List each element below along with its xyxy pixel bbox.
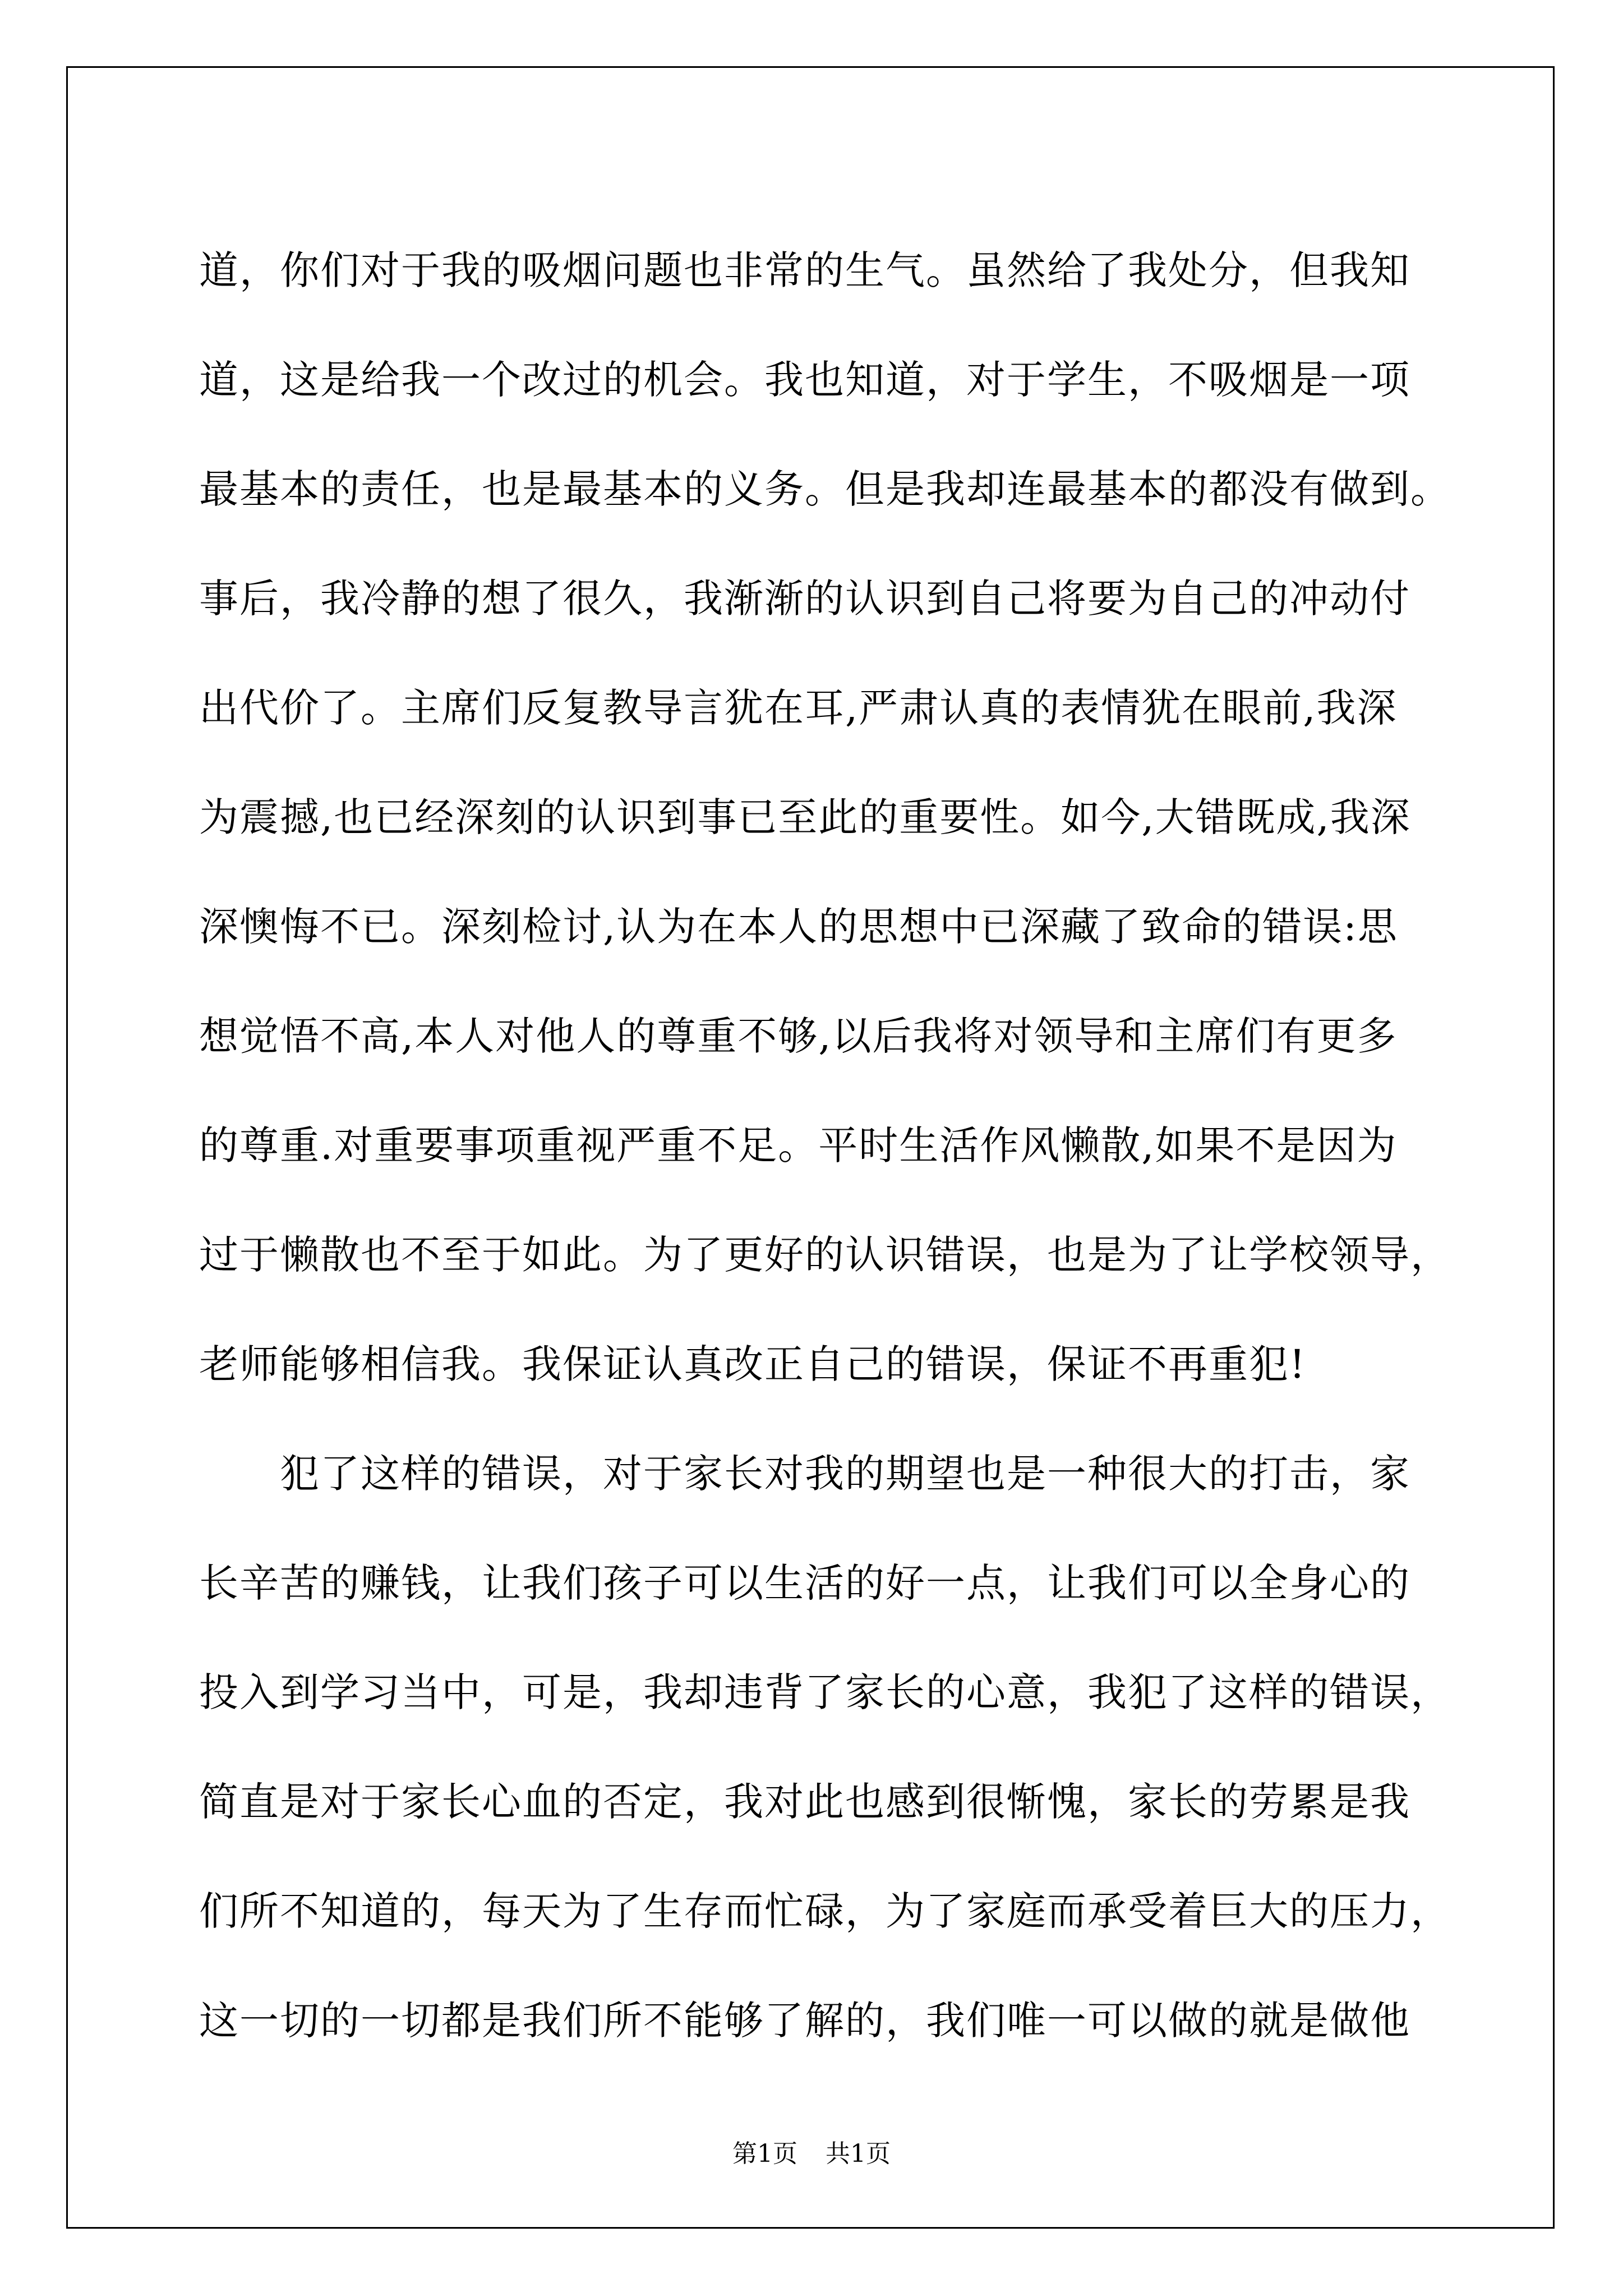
page-total: 共1页 (826, 2139, 891, 2168)
text-line: 道，这是给我一个改过的机会。我也知道，对于学生，不吸烟是一项 (199, 357, 1410, 403)
text-line: 为震撼,也已经深刻的认识到事已至此的重要性。如今,大错既成,我深 (199, 794, 1411, 840)
paragraph-start-line: 犯了这样的错误，对于家长对我的期望也是一种很大的打击，家 (280, 1451, 1410, 1497)
text-line: 投入到学习当中，可是，我却违背了家长的心意，我犯了这样的错误， (199, 1669, 1451, 1715)
text-line: 这一切的一切都是我们所不能够了解的，我们唯一可以做的就是做他 (199, 1998, 1410, 2044)
text-line: 过于懒散也不至于如此。为了更好的认识错误，也是为了让学校领导， (199, 1232, 1451, 1278)
text-line: 出代价了。主席们反复教导言犹在耳,严肃认真的表情犹在眼前,我深 (199, 685, 1398, 731)
text-line: 的尊重.对重要事项重视严重不足。平时生活作风懒散,如果不是因为 (199, 1122, 1398, 1168)
text-line: 事后，我冷静的想了很久，我渐渐的认识到自己将要为自己的冲动付 (199, 576, 1410, 622)
text-line: 想觉悟不高,本人对他人的尊重不够,以后我将对领导和主席们有更多 (199, 1013, 1398, 1059)
text-line: 深懊悔不已。深刻检讨,认为在本人的思想中已深藏了致命的错误:思 (199, 904, 1398, 950)
text-line: 老师能够相信我。我保证认真改正自己的错误，保证不再重犯! (199, 1341, 1307, 1387)
text-line: 长辛苦的赚钱，让我们孩子可以生活的好一点，让我们可以全身心的 (199, 1560, 1410, 1606)
page-number: 第1页 (732, 2139, 797, 2168)
text-line: 道，你们对于我的吸烟问题也非常的生气。虽然给了我处分，但我知 (199, 247, 1410, 293)
text-line: 们所不知道的，每天为了生存而忙碌，为了家庭而承受着巨大的压力， (199, 1888, 1451, 1934)
document-body (199, 216, 1451, 2076)
page-footer (0, 2137, 1623, 2171)
text-line: 最基本的责任，也是最基本的义务。但是我却连最基本的都没有做到。 (199, 466, 1451, 512)
text-line: 简直是对于家长心血的否定，我对此也感到很惭愧，家长的劳累是我 (199, 1779, 1410, 1825)
